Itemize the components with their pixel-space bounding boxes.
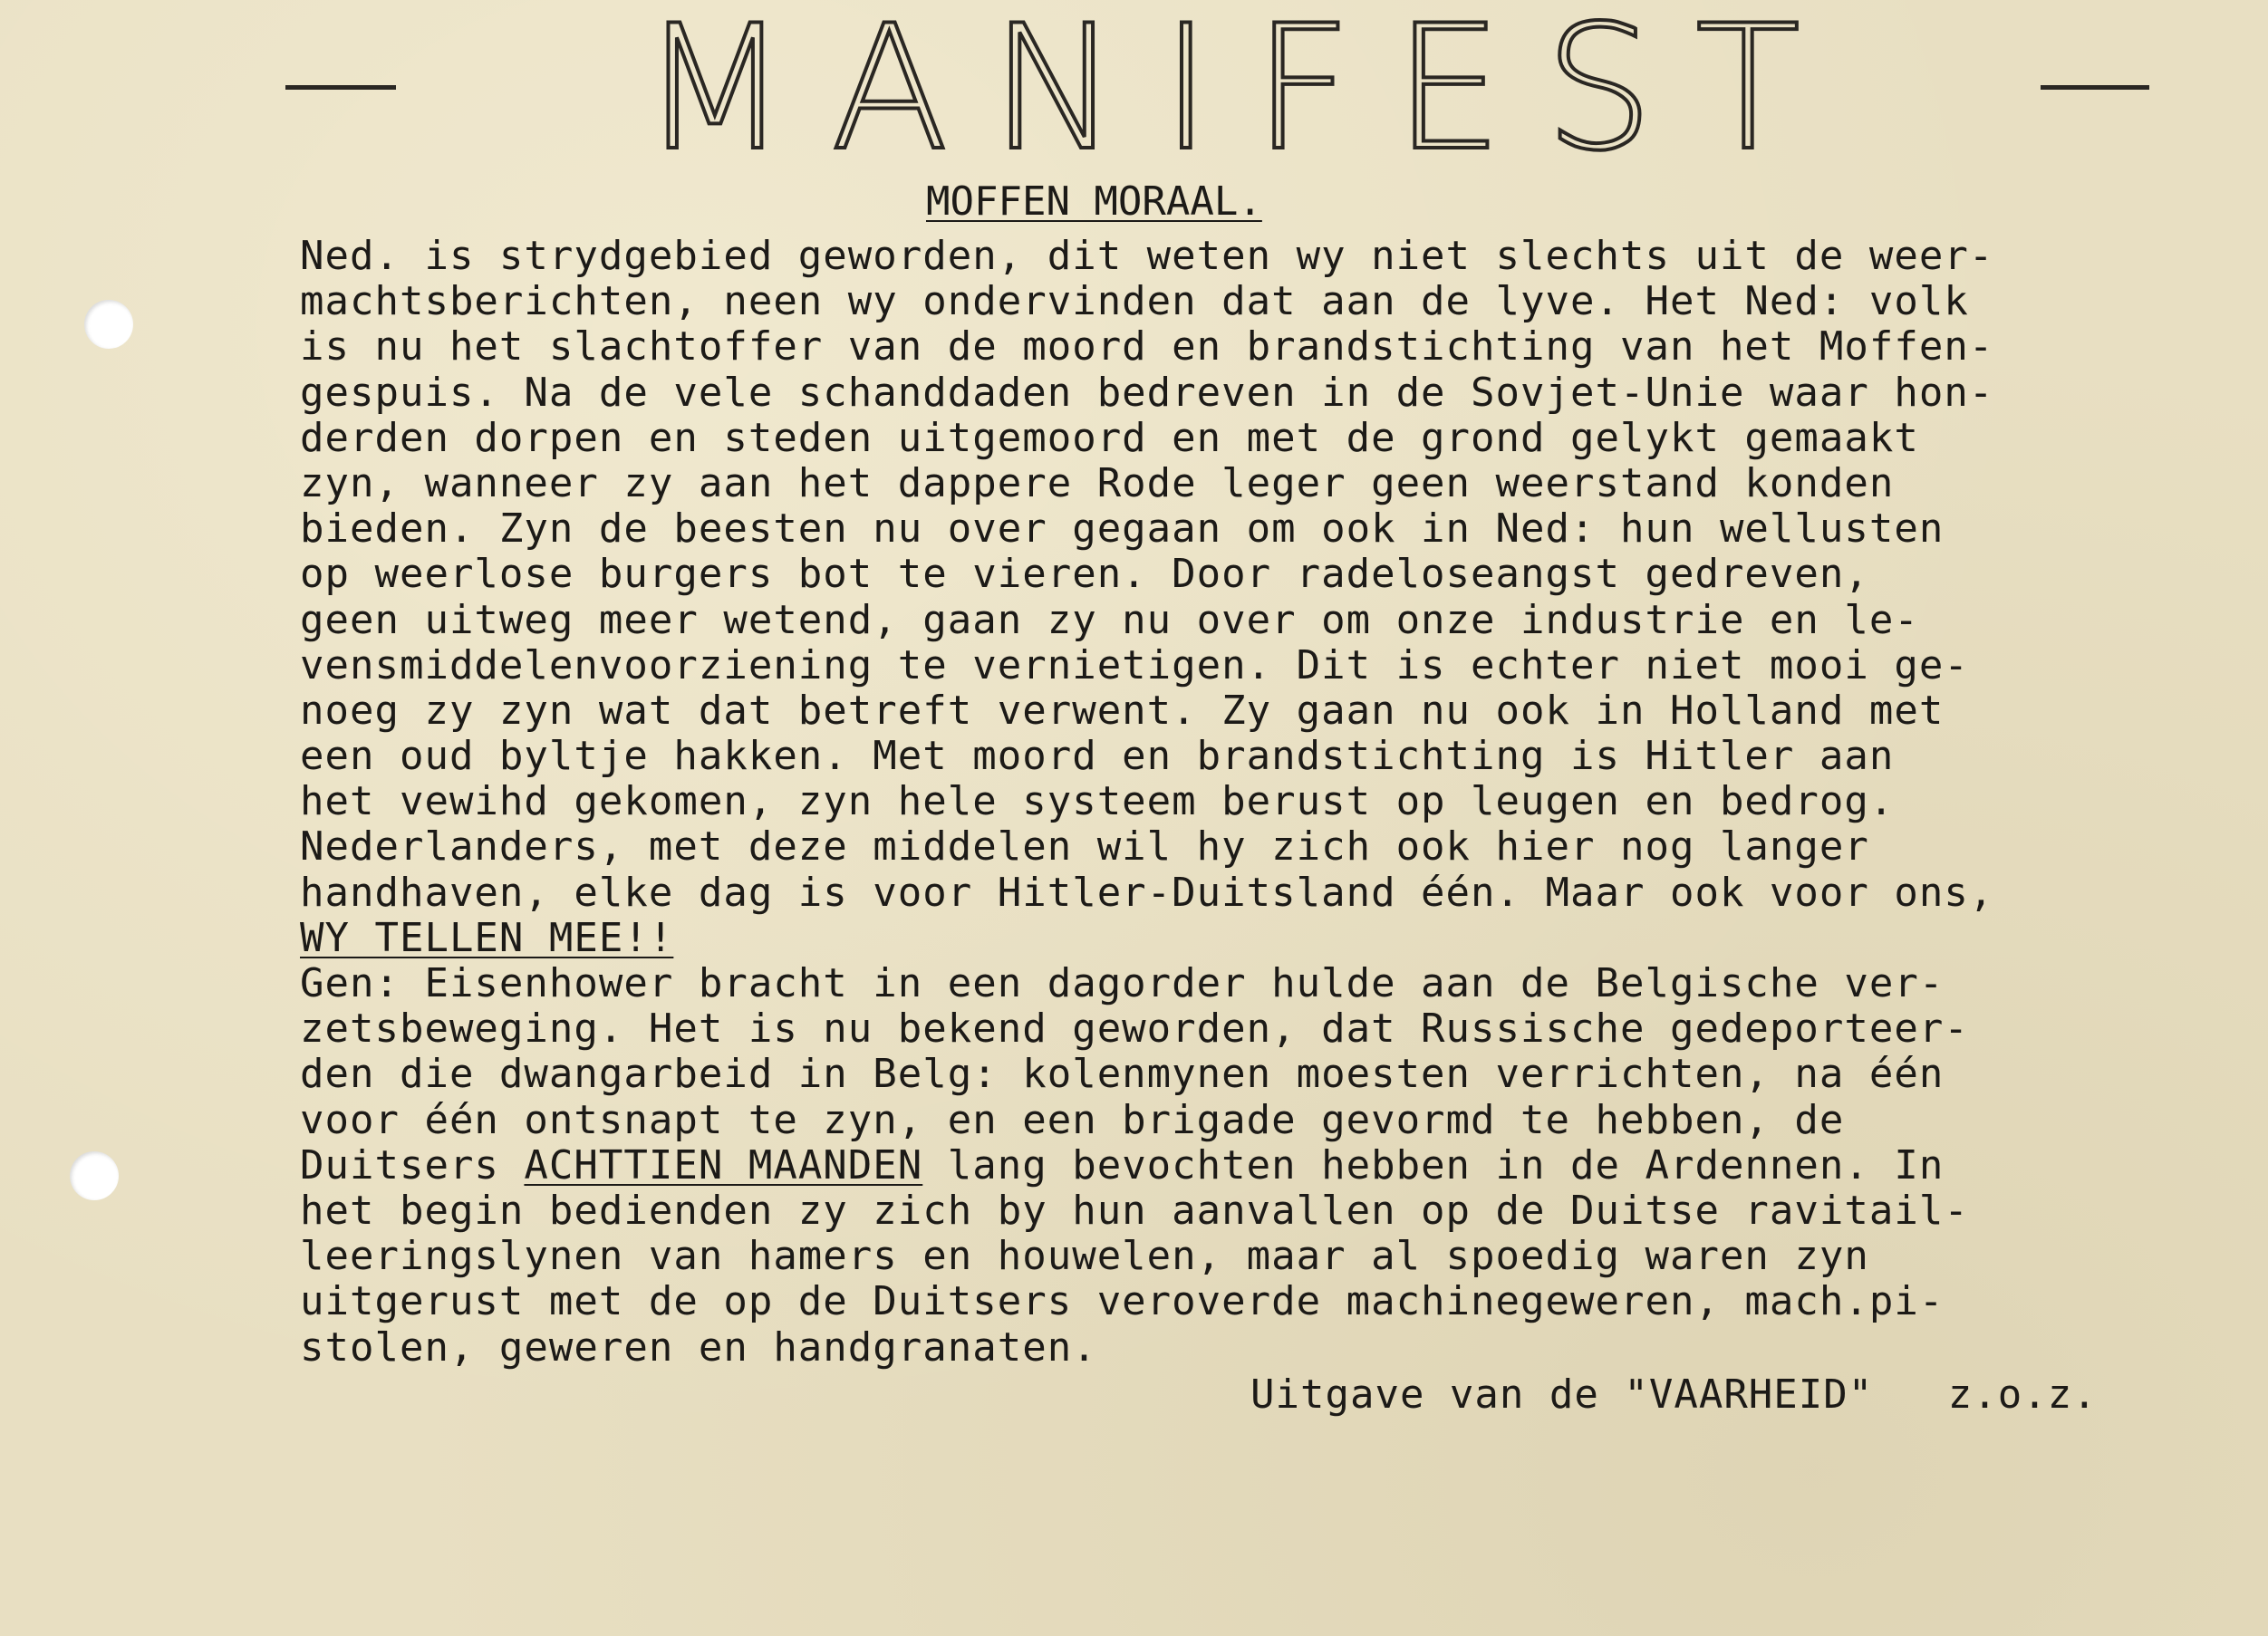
body-text (300, 234, 2248, 1371)
text-line: den die dwangarbeid in Belg: kolenmynen moesten verrichten, na één (300, 1051, 1945, 1098)
text-line: stolen, geweren en handgranaten. (300, 1323, 1097, 1371)
text-line: voor één ontsnapt te zyn, en een brigade gevormd te hebben, de (300, 1096, 1845, 1143)
text-line: een oud byltje hakken. Met moord en brandstichting is Hitler aan (300, 733, 1895, 780)
text-line: machtsberichten, neen wy ondervinden dat aan de lyve. Het Ned: volk (300, 278, 1969, 325)
text-line: handhaven, elke dag is voor Hitler-Duitsland één. Maar ook voor ons, (300, 869, 1994, 916)
text-line-duitsers (300, 1143, 2248, 1189)
text-line: derden dorpen en steden uitgemoord en met de grond gelykt gemaakt (300, 414, 1919, 461)
text-line: Ned. is strydgebied geworden, dit weten wy niet slechts uit de weer- (300, 233, 1994, 279)
text-line: het begin bedienden zy zich by hun aanvallen op de Duitse ravitail- (300, 1187, 1969, 1234)
text-line: gespuis. Na de vele schanddaden bedreven in de Sovjet-Unie waar hon- (300, 369, 1994, 416)
text-fragment: lang bevochten hebben in de Ardennen. In (922, 1141, 1945, 1189)
punch-hole-top (84, 300, 133, 349)
section-title: MOFFEN MORAAL. (926, 178, 1262, 225)
underlined-phrase: ACHTTIEN MAANDEN (524, 1141, 923, 1189)
masthead-dash-right (2041, 85, 2149, 90)
text-line: leeringslynen van hamers en houwelen, maar al spoedig waren zyn (300, 1233, 1869, 1280)
text-line: zetsbeweging. Het is nu bekend geworden, dat Russische gedeporteer- (300, 1006, 1969, 1053)
text-line: is nu het slachtoffer van de moord en brandstichting van het Moffen- (300, 323, 1994, 371)
text-line: het vewihd gekomen, zyn hele systeem berust op leugen en bedrog. (300, 778, 1895, 825)
slogan-line (300, 916, 2248, 961)
punch-hole-bottom (70, 1151, 119, 1200)
masthead-title: MANIFEST (640, 0, 1843, 188)
publisher-footer: Uitgave van de "VAARHEID" z.o.z. (1250, 1371, 2098, 1418)
text-line: bieden. Zyn de beesten nu over gegaan om ook in Ned: hun wellusten (300, 505, 1945, 553)
text-line: geen uitweg meer wetend, gaan zy nu over om onze industrie en le- (300, 596, 1919, 643)
text-line: noeg zy zyn wat dat betreft verwent. Zy gaan nu ook in Holland met (300, 687, 1945, 734)
masthead-area (0, 0, 2268, 188)
text-line: zyn, wanneer zy aan het dappere Rode leger geen weerstand konden (300, 459, 1895, 506)
text-fragment: Duitsers (300, 1141, 525, 1189)
text-line: Nederlanders, met deze middelen wil hy zich ook hier nog langer (300, 823, 1869, 871)
slogan: WY TELLEN MEE!! (300, 914, 674, 961)
text-line: op weerlose burgers bot te vieren. Door radeloseangst gedreven, (300, 551, 1869, 598)
text-line: Gen: Eisenhower bracht in een dagorder hulde aan de Belgische ver- (300, 960, 1945, 1006)
text-line: vensmiddelenvoorziening te vernietigen. Dit is echter niet mooi ge- (300, 641, 1969, 688)
masthead-dash-left (285, 85, 396, 90)
text-line: uitgerust met de op de Duitsers veroverde machinegeweren, mach.pi- (300, 1278, 1945, 1325)
